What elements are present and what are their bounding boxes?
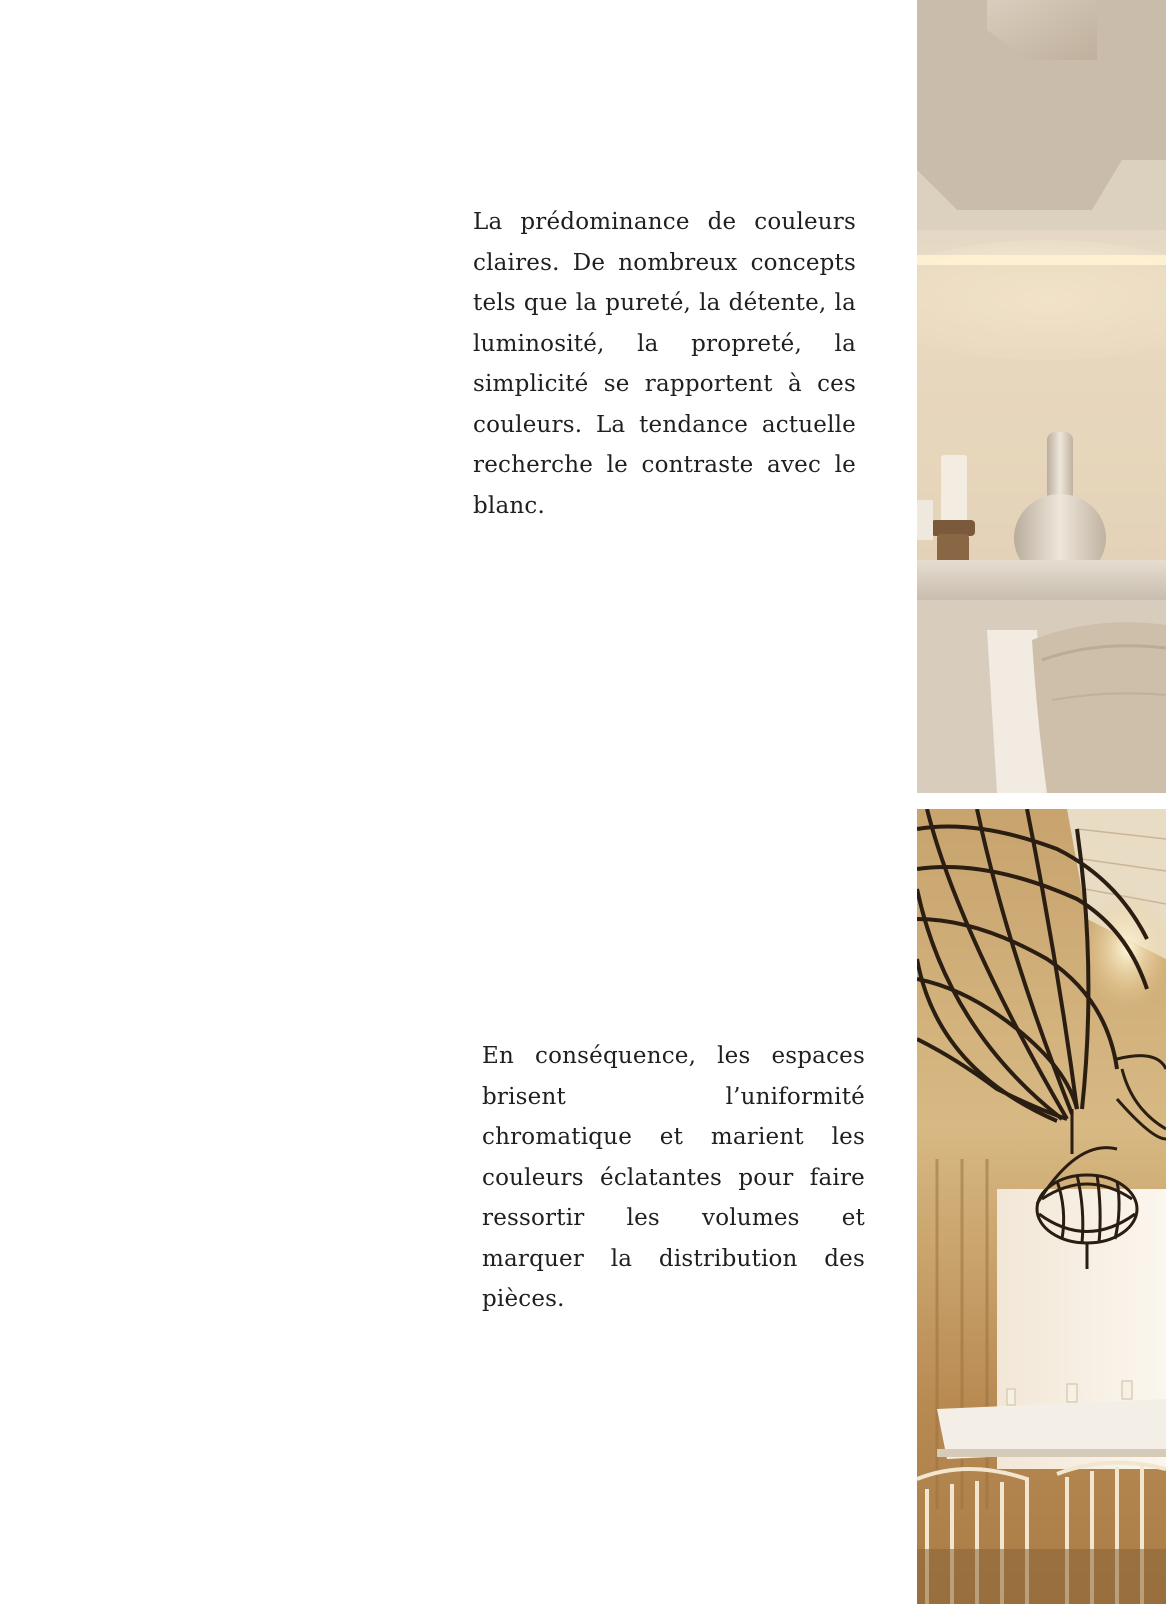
paragraph-light-colors: La prédominance de couleurs claires. De nombreux concepts tels que la pureté, la détente, la luminosité, la propreté, la simplicité se rapportent à ces couleurs. La tendance actuelle recherche le contraste avec le blanc. <box>473 209 856 519</box>
interior-photo-top <box>917 0 1166 793</box>
interior-photo-bottom <box>917 809 1166 1604</box>
paragraph-consequence: En conséquence, les espaces brisent l’uniformité chromatique et marient les couleurs éclatantes pour faire ressortir les volumes et marquer la distribution des pièces. <box>482 1043 865 1312</box>
interior-photo-rattan-lamps-dining-icon <box>917 809 1166 1604</box>
interior-photo-neutral-niche-icon <box>917 0 1166 793</box>
